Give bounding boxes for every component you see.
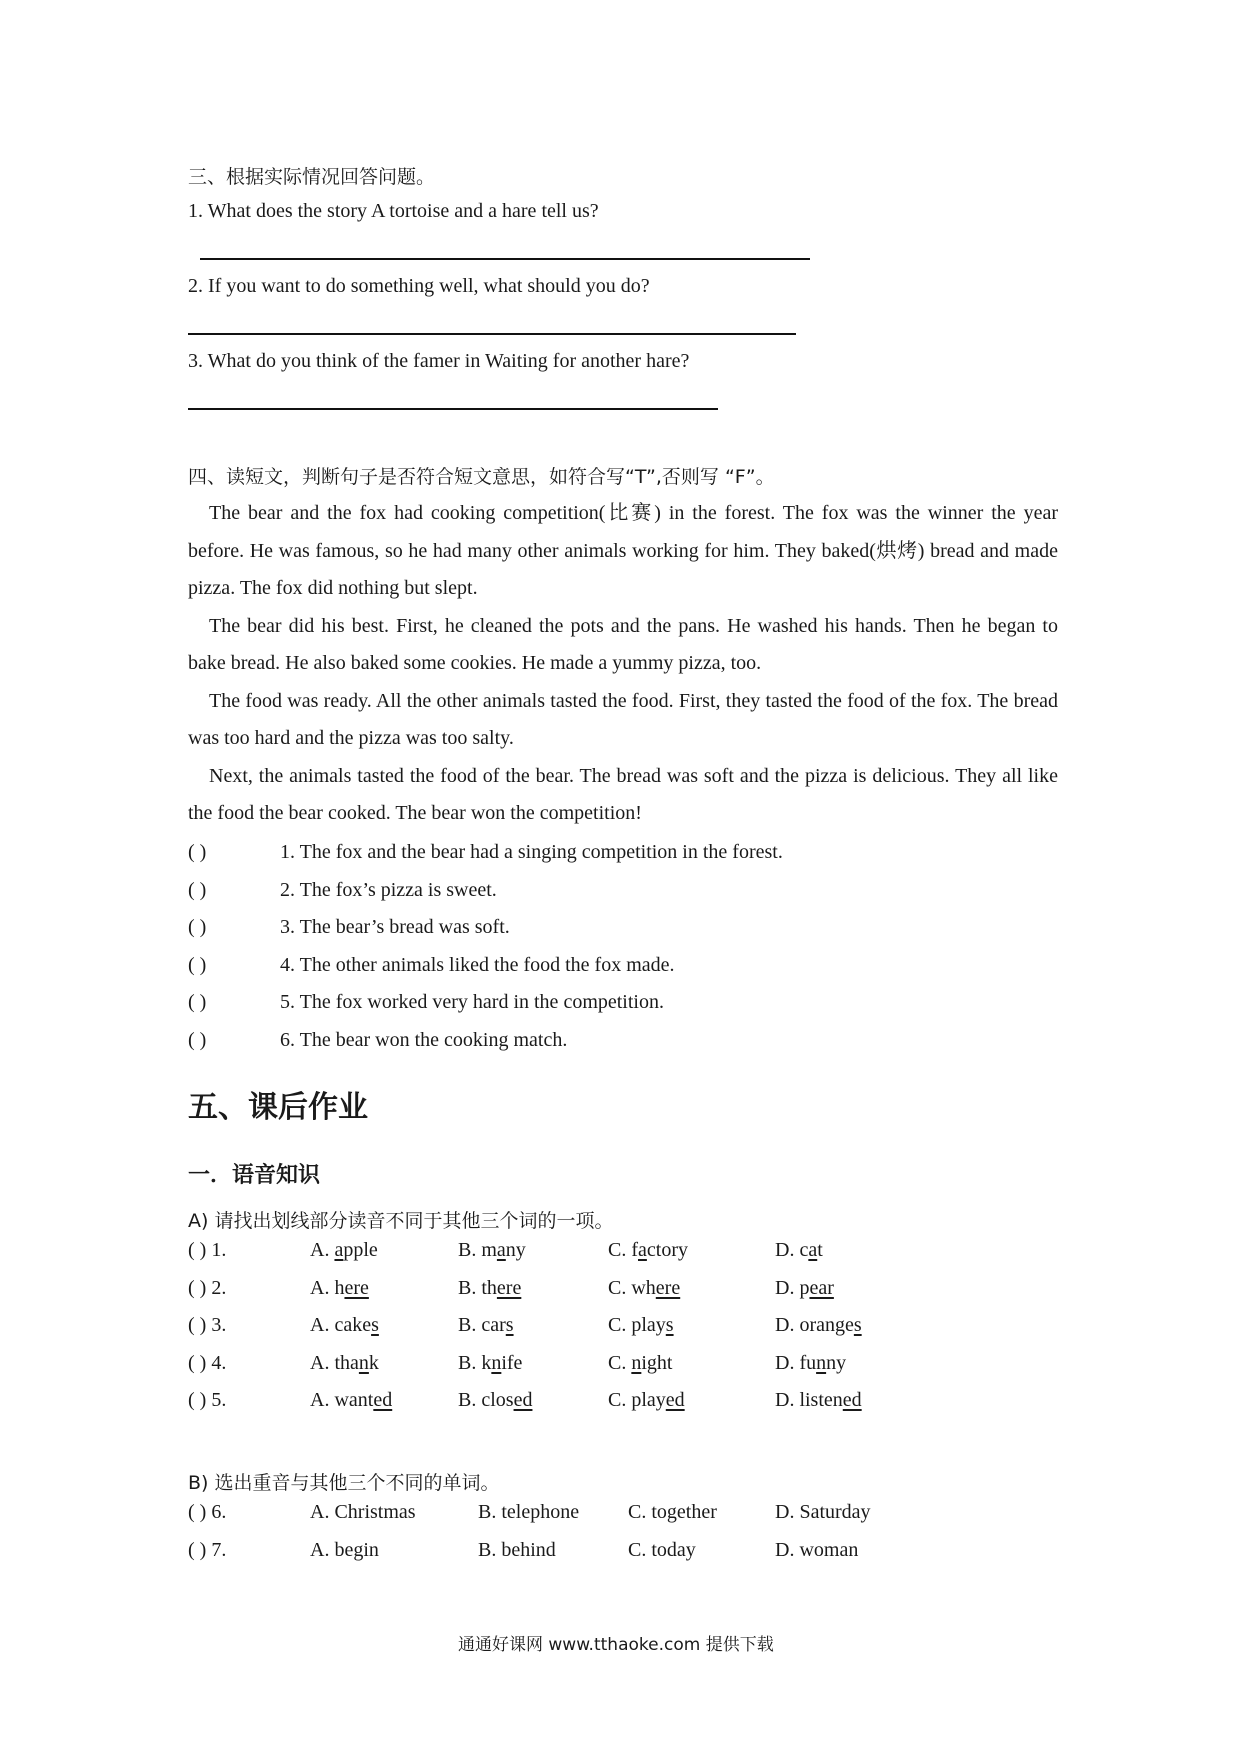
option-label: C. f xyxy=(608,1239,638,1261)
passage-paragraph: Next, the animals tasted the food of the bear. The bread was soft and the pizza is delicious. They all like the food the bear cooked. The bear won the competition! xyxy=(188,764,1058,824)
option-label: D. orange xyxy=(775,1314,854,1336)
part-a-instruction: A) 请找出划线部分读音不同于其他三个词的一项。 xyxy=(188,1210,614,1232)
option-label: A. tha xyxy=(310,1351,359,1374)
answer-option[interactable] xyxy=(458,1351,522,1375)
question-number[interactable]: ( ) 2. xyxy=(188,1276,227,1299)
tf-blank[interactable]: ( ) xyxy=(188,916,207,938)
footer-text: 通通好课网 www.tthaoke.com 提供下载 xyxy=(458,1635,774,1655)
option-label: B. m xyxy=(458,1239,497,1261)
underlined-letters: ed xyxy=(842,1389,862,1411)
answer-option[interactable] xyxy=(608,1388,685,1412)
section3-heading: 三、根据实际情况回答问题。 xyxy=(188,166,436,188)
tf-blank[interactable]: ( ) xyxy=(188,991,207,1013)
answer-option[interactable] xyxy=(608,1351,672,1375)
passage-paragraph: The bear and the fox had cooking competition(比赛) in the forest. The fox was the winner the year before. He was famous, so he had many other animals working for him. They baked(烘烤) bread and made pizza. The fox did nothing but slept. xyxy=(188,502,1058,599)
tf-statement: 5. The fox worked very hard in the competition. xyxy=(280,991,664,1013)
answer-option[interactable] xyxy=(310,1388,392,1412)
answer-option[interactable] xyxy=(608,1238,688,1262)
answer-line-1[interactable] xyxy=(200,258,810,260)
section4-heading: 四、读短文，判断句子是否符合短文意思，如符合写“T”,否则写 “F”。 xyxy=(188,466,775,488)
option-rest: t xyxy=(817,1239,823,1261)
option-label: D. listen xyxy=(775,1389,843,1411)
tf-statement: 4. The other animals liked the food the fox made. xyxy=(280,954,675,976)
answer-line-2[interactable] xyxy=(188,333,796,335)
question-number[interactable]: ( ) 3. xyxy=(188,1314,227,1336)
option-label: C. play xyxy=(608,1314,666,1336)
option-label: D. c xyxy=(775,1239,809,1261)
underlined-letters: ed xyxy=(665,1389,685,1411)
underlined-letters: a xyxy=(334,1239,344,1261)
homework-heading: 五、课后作业 xyxy=(188,1090,368,1125)
question-number[interactable]: ( ) 1. xyxy=(188,1239,227,1261)
answer-option[interactable] xyxy=(775,1276,834,1300)
underlined-letters: ed xyxy=(373,1389,393,1411)
tf-statement: 2. The fox’s pizza is sweet. xyxy=(280,879,497,901)
answer-option[interactable] xyxy=(310,1313,379,1337)
answer-option[interactable] xyxy=(608,1313,674,1337)
underlined-letters: ere xyxy=(344,1276,369,1299)
underlined-letters: a xyxy=(496,1239,506,1261)
underlined-letters: ere xyxy=(496,1276,522,1299)
tf-blank[interactable]: ( ) xyxy=(188,954,207,976)
underlined-letters: a xyxy=(808,1239,818,1261)
answer-option[interactable] xyxy=(458,1238,526,1262)
underlined-letters: ere xyxy=(655,1276,681,1299)
option-rest: ny xyxy=(826,1351,847,1374)
reading-passage xyxy=(188,495,1058,833)
answer-option[interactable]: B. telephone xyxy=(478,1501,580,1523)
answer-option[interactable] xyxy=(775,1351,846,1375)
option-label: D. fu xyxy=(775,1351,817,1374)
question-number[interactable]: ( ) 7. xyxy=(188,1538,227,1561)
tf-statement: 3. The bear’s bread was soft. xyxy=(280,916,510,938)
underlined-letters: ed xyxy=(513,1389,533,1411)
option-label: A. h xyxy=(310,1276,345,1299)
underlined-letters: s xyxy=(665,1314,674,1336)
answer-option[interactable]: C. today xyxy=(628,1538,696,1561)
answer-option[interactable]: D. woman xyxy=(775,1538,859,1561)
question-2: 2. If you want to do something well, what should you do? xyxy=(188,275,650,297)
question-number[interactable]: ( ) 5. xyxy=(188,1389,227,1411)
option-rest: ife xyxy=(501,1351,523,1374)
option-rest: ny xyxy=(505,1239,526,1261)
passage-paragraph: The bear did his best. First, he cleaned the pots and the pans. He washed his hands. Then he began to bake bread. He also baked some cookies. He made a yummy pizza, too. xyxy=(188,614,1058,674)
answer-option[interactable]: A. Christmas xyxy=(310,1501,416,1523)
option-label: B. th xyxy=(458,1276,497,1299)
option-rest: k xyxy=(368,1351,379,1374)
underlined-letters: s xyxy=(505,1314,514,1336)
tf-statement: 6. The bear won the cooking match. xyxy=(280,1029,568,1051)
option-label: C. xyxy=(608,1351,632,1374)
underlined-letters: n xyxy=(358,1351,369,1374)
question-1: 1. What does the story A tortoise and a hare tell us? xyxy=(188,200,599,222)
underlined-letters: s xyxy=(853,1314,862,1336)
tf-blank[interactable]: ( ) xyxy=(188,841,207,863)
part-b-instruction: B) 选出重音与其他三个不同的单词。 xyxy=(188,1472,500,1494)
option-rest: ight xyxy=(641,1351,673,1374)
option-label: B. k xyxy=(458,1351,492,1374)
underlined-letters: s xyxy=(371,1314,379,1336)
answer-line-3[interactable] xyxy=(188,408,718,410)
question-number[interactable]: ( ) 4. xyxy=(188,1351,227,1374)
answer-option[interactable] xyxy=(775,1238,823,1262)
option-label: C. wh xyxy=(608,1276,656,1299)
underlined-letters: n xyxy=(816,1351,827,1374)
answer-option[interactable] xyxy=(458,1276,521,1300)
option-label: B. clos xyxy=(458,1389,514,1411)
option-label: A. xyxy=(310,1239,335,1261)
underlined-letters: ear xyxy=(809,1276,834,1299)
option-rest: ctory xyxy=(646,1239,688,1261)
answer-option[interactable]: C. together xyxy=(628,1501,717,1523)
option-label: A. cake xyxy=(310,1314,372,1336)
answer-option[interactable] xyxy=(310,1238,378,1262)
answer-option[interactable] xyxy=(310,1276,369,1300)
question-3: 3. What do you think of the famer in Waiting for another hare? xyxy=(188,350,690,372)
tf-blank[interactable]: ( ) xyxy=(188,879,207,901)
underlined-letters: n xyxy=(491,1351,502,1374)
answer-option[interactable] xyxy=(775,1388,862,1412)
underlined-letters: a xyxy=(638,1239,647,1261)
answer-option[interactable]: B. behind xyxy=(478,1538,556,1561)
answer-option[interactable] xyxy=(458,1388,532,1412)
phonics-subheading: 一．语音知识 xyxy=(188,1163,321,1188)
tf-blank[interactable]: ( ) xyxy=(188,1029,207,1051)
answer-option[interactable]: A. begin xyxy=(310,1538,379,1561)
question-number[interactable]: ( ) 6. xyxy=(188,1501,227,1523)
underlined-letters: n xyxy=(631,1351,642,1374)
tf-statement: 1. The fox and the bear had a singing competition in the forest. xyxy=(280,841,783,863)
answer-option[interactable] xyxy=(310,1351,379,1375)
answer-option[interactable] xyxy=(458,1313,514,1337)
answer-option[interactable] xyxy=(608,1276,680,1300)
passage-paragraph: The food was ready. All the other animals tasted the food. First, they tasted the food of the fox. The bread was too hard and the pizza was too salty. xyxy=(188,689,1058,749)
answer-option[interactable]: D. Saturday xyxy=(775,1501,871,1523)
answer-option[interactable] xyxy=(775,1313,862,1337)
option-label: B. car xyxy=(458,1314,506,1336)
option-rest: pple xyxy=(343,1239,378,1261)
option-label: D. p xyxy=(775,1276,810,1299)
option-label: C. play xyxy=(608,1389,666,1411)
option-label: A. want xyxy=(310,1389,374,1411)
